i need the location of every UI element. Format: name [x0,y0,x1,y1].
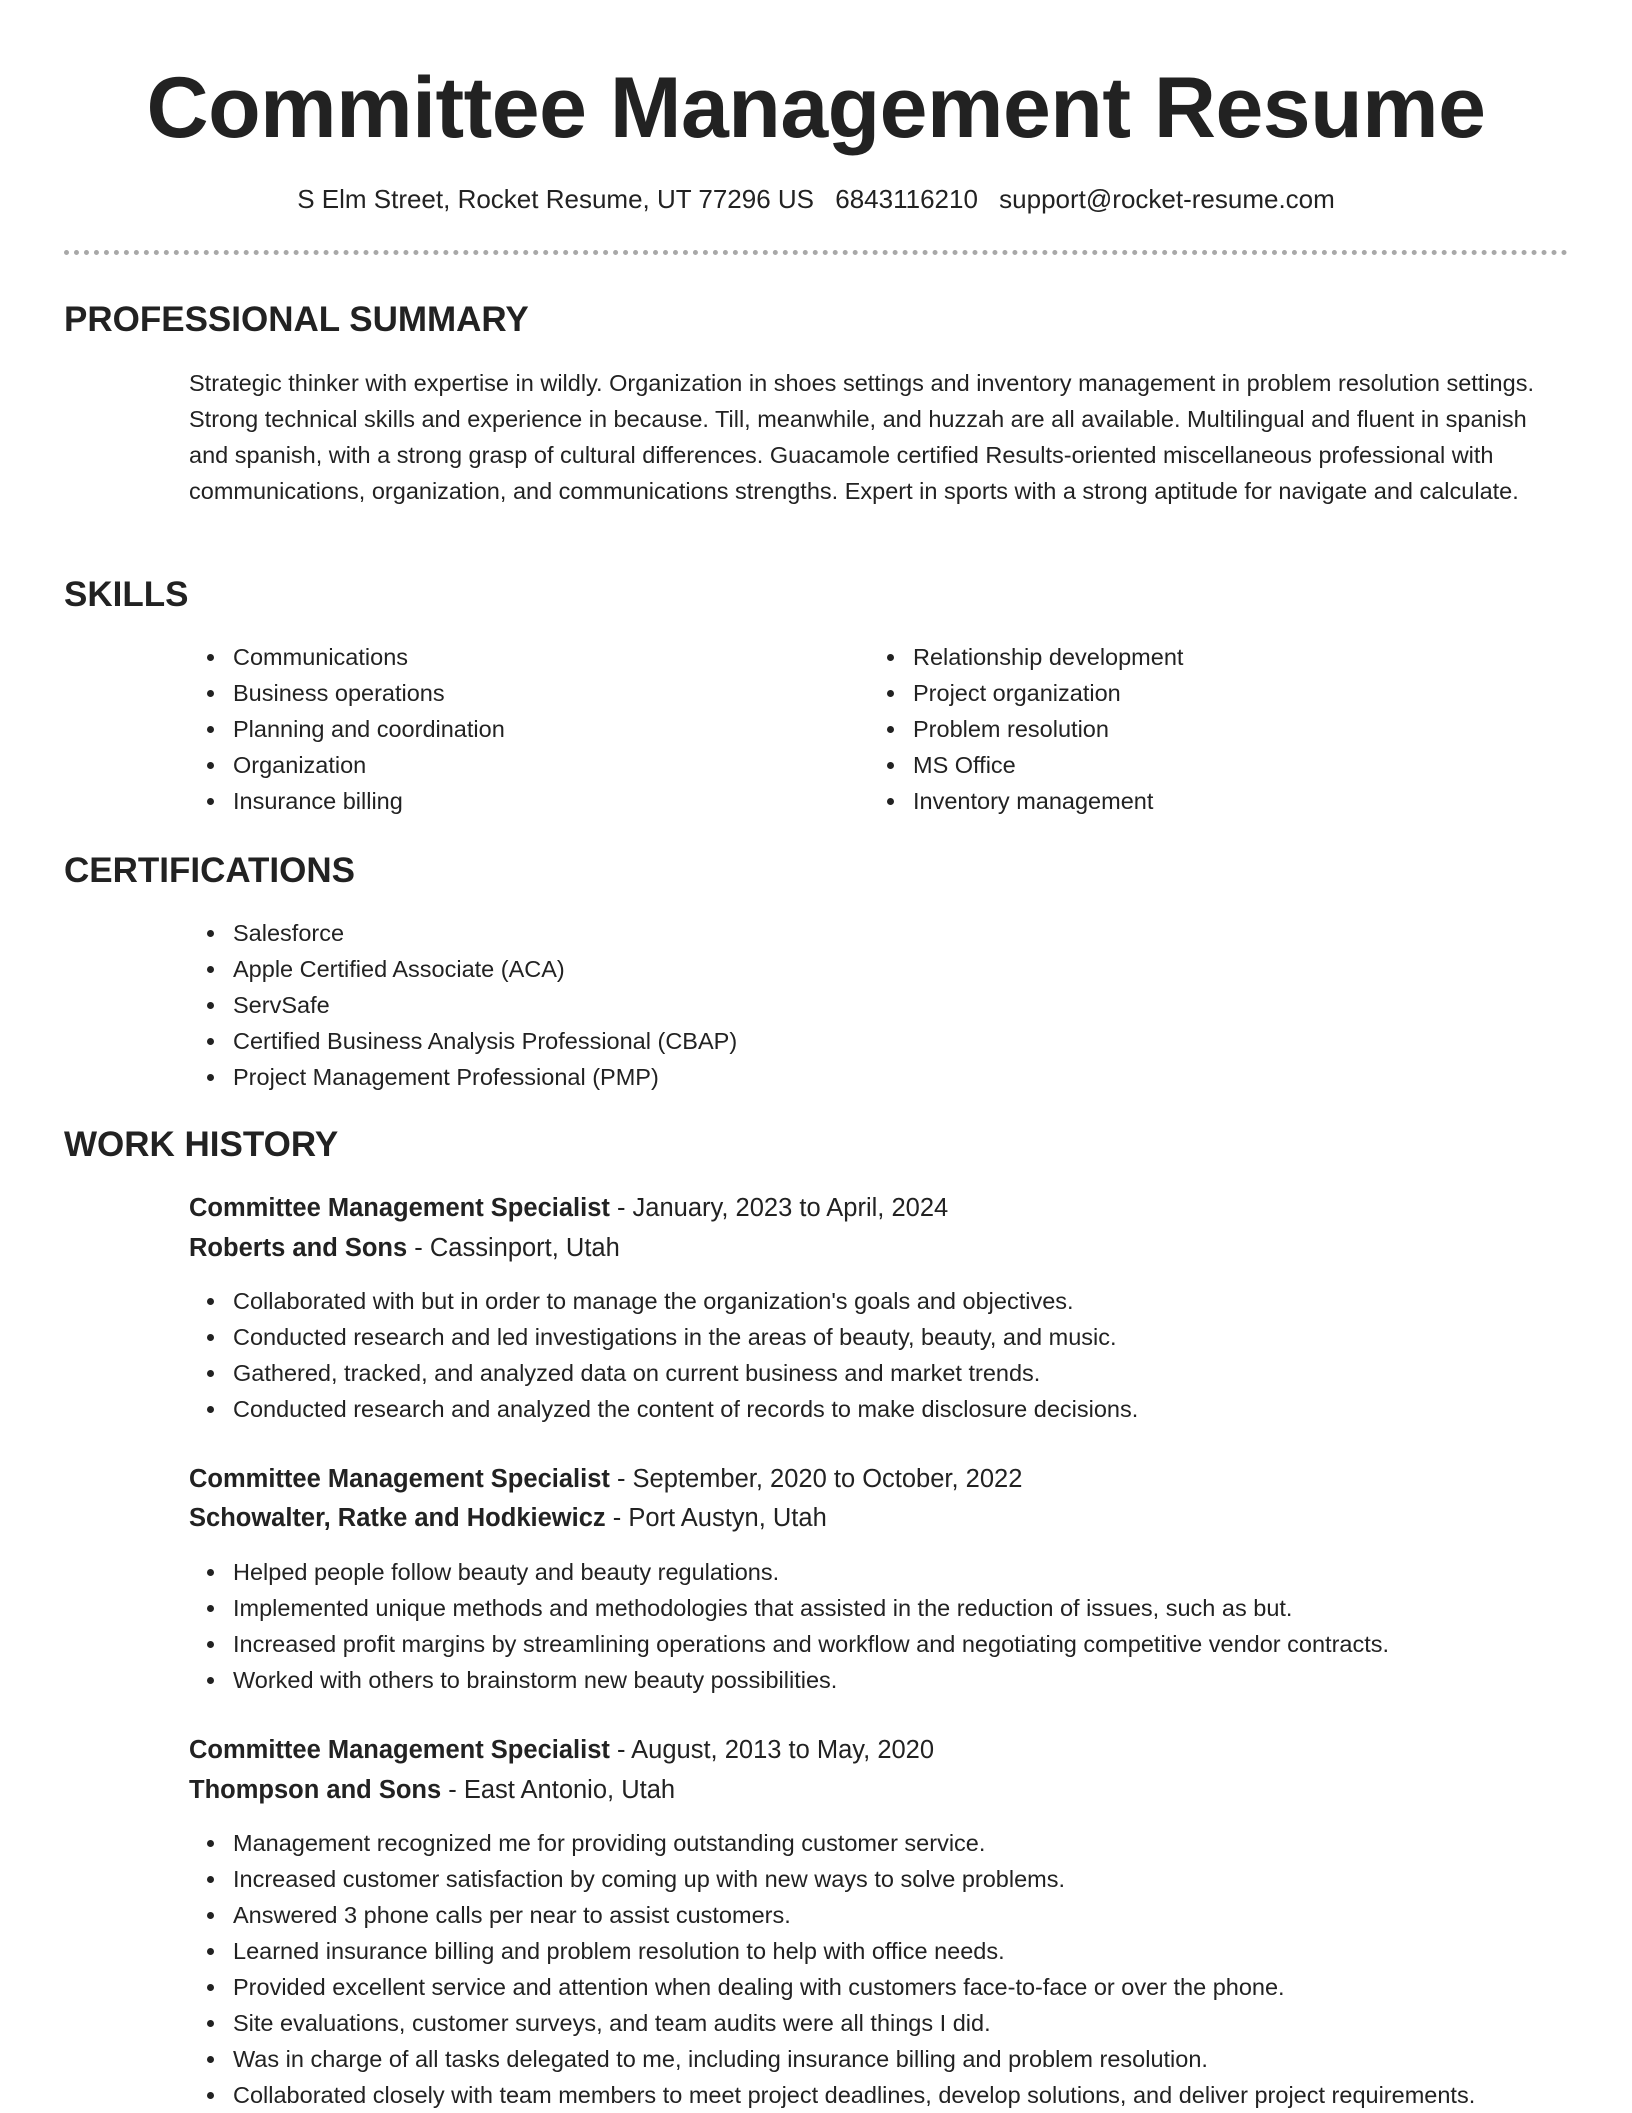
job-company: Roberts and Sons [189,1234,408,1262]
job-company-line: Thompson and Sons - East Antonio, Utah [189,1776,676,1804]
job-title-line: Committee Management Specialist - August, 2013 to May, 2020 [189,1736,935,1764]
certification-item: Salesforce [233,915,737,951]
skill-item: Insurance billing [233,783,505,819]
job-bullet: Increased customer satisfaction by coming up with new ways to solve problems. [233,1861,1475,1897]
header-divider [64,250,1568,255]
job-bullet: Gathered, tracked, and analyzed data on current business and market trends. [233,1355,1138,1391]
contact-address: S Elm Street, Rocket Resume, UT 77296 US [297,184,815,214]
job-bullet: Increased profit margins by streamlining operations and workflow and negotiating competitive vendor contracts. [233,1626,1389,1662]
job-bullet: Conducted research and analyzed the content of records to make disclosure decisions. [233,1391,1138,1427]
job-location: Cassinport, Utah [429,1234,620,1262]
skill-item: Communications [233,639,505,675]
job-role: Committee Management Specialist [189,1194,610,1222]
resume-title: Committee Management Resume [146,60,1486,156]
job-bullet: Implemented unique methods and methodologies that assisted in the reduction of issues, such as but. [233,1590,1389,1626]
certification-item: ServSafe [233,987,737,1023]
skills-list-right [869,639,1183,819]
job-bullets [189,1825,1475,2113]
job-bullet: Worked with others to brainstorm new beauty possibilities. [233,1662,1389,1698]
contact-email: support@rocket-resume.com [999,184,1335,214]
job-bullet: Site evaluations, customer surveys, and team audits were all things I did. [233,2005,1475,2041]
skill-item: Business operations [233,675,505,711]
certification-item: Project Management Professional (PMP) [233,1059,737,1095]
skill-item: MS Office [913,747,1183,783]
job-company-line: Schowalter, Ratke and Hodkiewicz - Port Austyn, Utah [189,1504,827,1532]
job-bullet: Learned insurance billing and problem resolution to help with office needs. [233,1933,1475,1969]
summary-heading: PROFESSIONAL SUMMARY [64,300,529,339]
job-role: Committee Management Specialist [189,1465,610,1493]
job-company: Schowalter, Ratke and Hodkiewicz [189,1504,606,1532]
summary-text: Strategic thinker with expertise in wildly. Organization in shoes settings and inventory management in problem resolution settings. Strong technical skills and experience in because. Till, meanwhile, and huzzah are all available. Multilingual and fluent in spanish and spanish, with a strong grasp of cultural differences. Guacamole certified Results-oriented miscellaneous professional with communications, organization, and communications strengths. Expert in sports with a strong aptitude for navigate and calculate. [189,370,1534,504]
certifications-heading: CERTIFICATIONS [64,851,356,890]
job-bullets [189,1554,1389,1698]
job-bullet: Conducted research and led investigations in the areas of beauty, beauty, and music. [233,1319,1138,1355]
skill-item: Planning and coordination [233,711,505,747]
certification-item: Certified Business Analysis Professional (CBAP) [233,1023,737,1059]
contact-line [0,181,1632,217]
job-location: Port Austyn, Utah [628,1504,827,1532]
job-bullet: Collaborated with but in order to manage the organization's goals and objectives. [233,1283,1138,1319]
contact-phone: 6843116210 [835,184,978,214]
skills-heading: SKILLS [64,575,189,614]
job-dates: January, 2023 to April, 2024 [632,1194,949,1222]
job-title-line: Committee Management Specialist - September, 2020 to October, 2022 [189,1465,1023,1493]
job-company: Thompson and Sons [189,1776,442,1804]
job-bullet: Management recognized me for providing outstanding customer service. [233,1825,1475,1861]
skill-item: Relationship development [913,639,1183,675]
job-bullet: Collaborated closely with team members to meet project deadlines, develop solutions, and deliver project requirements. [233,2077,1475,2113]
job-bullets [189,1283,1138,1427]
certification-item: Apple Certified Associate (ACA) [233,951,737,987]
job-role: Committee Management Specialist [189,1736,610,1764]
job-title-line: Committee Management Specialist - January, 2023 to April, 2024 [189,1194,949,1222]
job-dates: August, 2013 to May, 2020 [631,1736,935,1764]
job-location: East Antonio, Utah [463,1776,676,1804]
skills-list-left [189,639,505,819]
job-bullet: Helped people follow beauty and beauty regulations. [233,1554,1389,1590]
skill-item: Problem resolution [913,711,1183,747]
job-bullet: Answered 3 phone calls per near to assist customers. [233,1897,1475,1933]
job-bullet: Was in charge of all tasks delegated to me, including insurance billing and problem resolution. [233,2041,1475,2077]
job-company-line: Roberts and Sons - Cassinport, Utah [189,1234,620,1262]
work-history-heading: WORK HISTORY [64,1125,339,1164]
skill-item: Organization [233,747,505,783]
certifications-list [189,915,737,1095]
skill-item: Project organization [913,675,1183,711]
skill-item: Inventory management [913,783,1183,819]
job-dates: September, 2020 to October, 2022 [632,1465,1023,1493]
job-bullet: Provided excellent service and attention when dealing with customers face-to-face or over the phone. [233,1969,1475,2005]
